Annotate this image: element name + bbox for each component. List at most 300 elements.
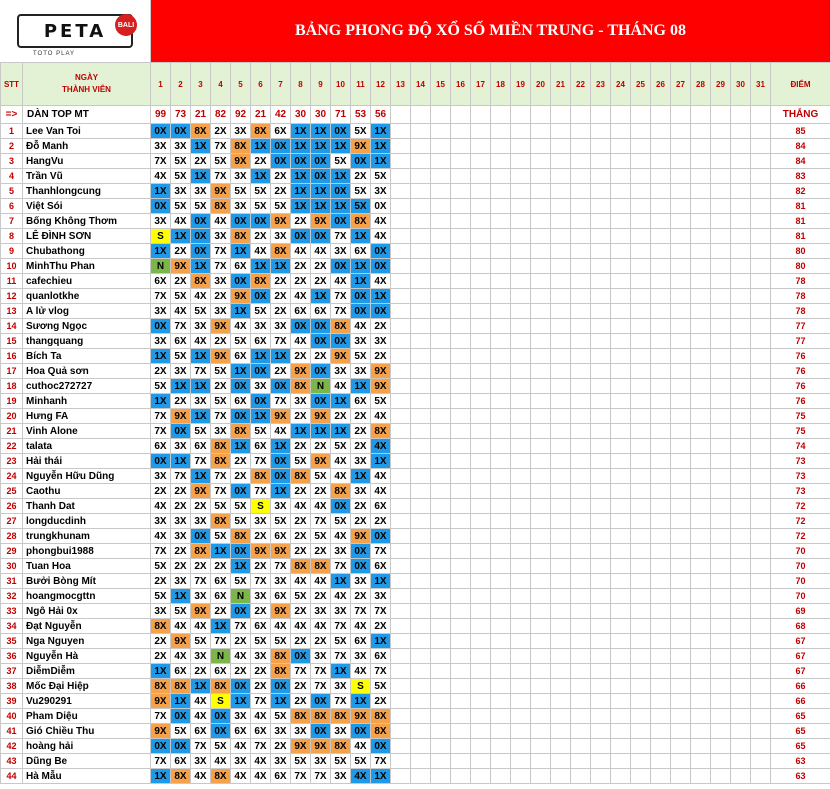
day-cell [511,769,531,784]
day-header-5: 5 [231,63,251,106]
day-cell [451,619,471,634]
table-row [1,289,830,304]
day-cell [731,574,751,589]
day-cell [651,559,671,574]
day-cell [391,709,411,724]
day-cell: 3X [271,574,291,589]
day-cell [651,724,671,739]
day-header-6: 6 [251,63,271,106]
day-cell: 3X [251,319,271,334]
day-cell [671,244,691,259]
day-cell [511,214,531,229]
day-cell: 4X [331,469,351,484]
day-cell: 3X [271,319,291,334]
day-cell: 5X [331,754,351,769]
day-cell [691,679,711,694]
row-stt: 36 [1,649,23,664]
member-name: hoàng hải [23,739,151,754]
day-cell [491,574,511,589]
day-cell [611,484,631,499]
day-cell [391,454,411,469]
day-cell: 7X [331,289,351,304]
day-cell [531,724,551,739]
day-cell: 9X [211,184,231,199]
day-cell: 2X [231,664,251,679]
day-cell [731,394,751,409]
day-cell [591,529,611,544]
table-row [1,694,830,709]
day-cell [411,199,431,214]
day-cell [611,349,631,364]
day-cell [611,454,631,469]
day-cell [511,319,531,334]
day-header-26: 26 [651,63,671,106]
day-cell [431,244,451,259]
day-cell: 6X [251,619,271,634]
day-cell [451,589,471,604]
day-cell: 2X [231,469,251,484]
day-cell [671,304,691,319]
day-cell: 1X [291,169,311,184]
day-cell [591,739,611,754]
day-cell: 1X [311,289,331,304]
day-cell [431,184,451,199]
day-cell: 2X [291,604,311,619]
member-points: 70 [771,574,830,589]
day-cell [451,664,471,679]
day-cell [571,664,591,679]
day-cell: 3X [211,304,231,319]
member-points: 70 [771,589,830,604]
day-cell: 9X [271,214,291,229]
day-cell: 0X [251,364,271,379]
day-cell [711,559,731,574]
day-cell: 9X [271,604,291,619]
day-cell: 7X [191,739,211,754]
day-cell [571,259,591,274]
day-cell [491,469,511,484]
day-cell: 4X [191,334,211,349]
member-points: 65 [771,739,830,754]
day-cell [651,334,671,349]
day-cell [631,169,651,184]
day-cell [711,634,731,649]
day-cell: 6X [151,274,171,289]
day-cell [471,769,491,784]
day-cell [451,274,471,289]
day-cell: 4X [231,649,251,664]
day-cell: 7X [251,574,271,589]
day-cell [511,169,531,184]
member-points: 63 [771,769,830,784]
day-cell [631,199,651,214]
day-cell [571,379,591,394]
day-cell: 0X [331,499,351,514]
day-cell [491,289,511,304]
day-cell: 0X [271,154,291,169]
day-cell [491,229,511,244]
table-row [1,124,830,139]
day-cell [411,409,431,424]
day-cell [651,319,671,334]
day-cell: 0X [171,424,191,439]
day-cell [471,634,491,649]
day-cell [651,259,671,274]
day-cell [731,454,751,469]
day-cell [551,649,571,664]
day-cell: 9X [351,139,371,154]
day-cell [531,184,551,199]
day-cell: 7X [251,454,271,469]
day-cell [751,649,771,664]
day-cell [571,604,591,619]
table-row [1,184,830,199]
day-cell [691,244,711,259]
day-cell [391,304,411,319]
day-cell [611,544,631,559]
day-cell [471,574,491,589]
day-cell [531,694,551,709]
day-cell [411,664,431,679]
day-cell: 9X [371,379,391,394]
day-cell: 1X [351,274,371,289]
day-cell [411,604,431,619]
day-cell: 4X [171,619,191,634]
row-stt: 27 [1,514,23,529]
day-cell [511,724,531,739]
day-cell [511,529,531,544]
day-cell [731,424,751,439]
day-cell [451,124,471,139]
day-cell: 7X [331,694,351,709]
day-cell [651,154,671,169]
day-cell: 6X [191,439,211,454]
day-cell [691,199,711,214]
day-cell [451,469,471,484]
day-cell: 5X [271,514,291,529]
day-cell [551,769,571,784]
day-cell: 4X [171,649,191,664]
day-cell: 2X [251,229,271,244]
day-cell [511,184,531,199]
day-cell [651,529,671,544]
day-cell: 7X [231,619,251,634]
top-value-cell [711,106,731,124]
day-cell [411,529,431,544]
day-cell [571,334,591,349]
day-cell: 7X [211,634,231,649]
day-cell [471,754,491,769]
day-cell [411,679,431,694]
day-cell [711,154,731,169]
day-cell: 3X [371,589,391,604]
member-points: 74 [771,439,830,454]
day-cell: 5X [331,514,351,529]
top-value-cell: 73 [171,106,191,124]
day-cell: 4X [231,769,251,784]
day-cell: 2X [251,154,271,169]
day-cell: 2X [291,484,311,499]
day-cell [551,124,571,139]
day-cell: 9X [311,214,331,229]
member-points: 72 [771,514,830,529]
day-cell [411,469,431,484]
day-cell [731,274,751,289]
member-name: Bưởi Bòng Mít [23,574,151,589]
day-cell: 8X [311,709,331,724]
day-cell: 6X [351,394,371,409]
day-cell [591,124,611,139]
day-cell [531,754,551,769]
day-cell [471,349,491,364]
day-cell [731,484,751,499]
day-header-17: 17 [471,63,491,106]
day-cell: 5X [191,634,211,649]
day-cell: 6X [371,499,391,514]
member-name: Nguyễn Hà [23,649,151,664]
day-cell [571,709,591,724]
points-header: ĐIỂM [771,63,830,106]
standings-table [0,62,830,784]
day-cell [691,709,711,724]
day-cell [531,139,551,154]
day-cell [531,304,551,319]
day-cell [491,409,511,424]
day-cell: 1X [351,259,371,274]
header-row [1,63,830,106]
day-cell: 8X [211,439,231,454]
day-cell [511,274,531,289]
day-cell [571,679,591,694]
day-cell: 4X [171,304,191,319]
day-header-4: 4 [211,63,231,106]
day-cell [511,634,531,649]
day-cell: 3X [191,319,211,334]
day-cell [631,679,651,694]
day-cell: 2X [251,679,271,694]
day-cell: 2X [291,274,311,289]
day-cell [431,739,451,754]
table-row [1,169,830,184]
day-cell: 9X [371,364,391,379]
day-cell [591,139,611,154]
day-cell [391,634,411,649]
day-cell [531,214,551,229]
day-cell [531,124,551,139]
day-cell: 1X [251,259,271,274]
day-cell [411,439,431,454]
day-cell [571,559,591,574]
day-cell: 2X [271,739,291,754]
day-cell: 4X [191,289,211,304]
day-cell [551,739,571,754]
day-cell [511,334,531,349]
day-cell [691,769,711,784]
day-cell: 3X [191,184,211,199]
day-cell [751,154,771,169]
day-cell [711,619,731,634]
day-cell [471,724,491,739]
member-name: cuthoc272727 [23,379,151,394]
day-cell [391,604,411,619]
top-value-cell [571,106,591,124]
day-cell [531,679,551,694]
member-points: 72 [771,499,830,514]
day-cell [591,589,611,604]
day-cell [431,664,451,679]
day-cell: 3X [231,169,251,184]
top-row-status: THẮNG [771,106,830,124]
day-cell: 3X [351,454,371,469]
day-cell [711,184,731,199]
day-cell: 0X [371,244,391,259]
day-cell: 1X [331,574,351,589]
row-stt: 34 [1,619,23,634]
day-cell [651,634,671,649]
day-cell: 6X [271,769,291,784]
row-stt: 6 [1,199,23,214]
day-cell [411,514,431,529]
day-cell: 4X [371,469,391,484]
day-cell [391,559,411,574]
member-header [23,63,151,106]
day-cell [631,724,651,739]
member-points: 76 [771,379,830,394]
day-cell: 2X [351,439,371,454]
day-cell [591,304,611,319]
day-cell [631,154,651,169]
day-cell: 3X [291,394,311,409]
day-cell [551,604,571,619]
day-cell: 1X [251,409,271,424]
day-cell [751,634,771,649]
day-cell: 4X [311,574,331,589]
day-cell [391,664,411,679]
day-cell [631,289,651,304]
day-cell: 3X [331,544,351,559]
member-name: Caothu [23,484,151,499]
day-cell [511,679,531,694]
day-cell [751,319,771,334]
day-cell [511,604,531,619]
day-cell [591,754,611,769]
day-cell: 2X [371,514,391,529]
day-cell [571,169,591,184]
day-cell: 7X [171,319,191,334]
day-cell: 7X [271,394,291,409]
day-cell [531,529,551,544]
day-cell [671,574,691,589]
day-cell [571,724,591,739]
logo-badge: BALI [115,14,137,36]
day-cell: 1X [231,439,251,454]
day-cell [611,184,631,199]
day-cell [651,214,671,229]
day-cell: 1X [371,124,391,139]
day-cell [411,184,431,199]
day-cell: 5X [251,304,271,319]
day-cell [531,394,551,409]
day-cell [631,364,651,379]
table-row [1,199,830,214]
day-cell: 7X [211,169,231,184]
day-cell: 5X [171,724,191,739]
day-cell: 4X [151,529,171,544]
day-cell [731,379,751,394]
day-cell [531,364,551,379]
day-cell [531,559,551,574]
day-cell: 2X [271,274,291,289]
member-name: Hoa Quả sơn [23,364,151,379]
day-cell [571,349,591,364]
day-cell: 5X [211,499,231,514]
day-cell: 7X [151,289,171,304]
day-cell [531,229,551,244]
top-row-marker: => [1,106,23,124]
day-cell [491,319,511,334]
day-cell [691,739,711,754]
day-cell [451,319,471,334]
day-cell [711,244,731,259]
day-cell [611,364,631,379]
day-cell [571,574,591,589]
day-cell: 3X [171,139,191,154]
day-cell [671,604,691,619]
day-cell: 6X [371,649,391,664]
day-cell [491,454,511,469]
day-cell [691,289,711,304]
day-cell [451,334,471,349]
day-cell [731,724,751,739]
member-name: Hưng FA [23,409,151,424]
day-cell: 1X [251,349,271,364]
member-points: 76 [771,349,830,364]
day-header-30: 30 [731,63,751,106]
day-cell [651,484,671,499]
day-cell [651,274,671,289]
day-cell: 2X [331,409,351,424]
day-cell: 3X [331,364,351,379]
day-cell: 4X [331,379,351,394]
day-cell [631,769,651,784]
day-cell [571,274,591,289]
row-stt: 23 [1,454,23,469]
table-row [1,274,830,289]
day-cell: 3X [211,424,231,439]
day-cell: 6X [171,664,191,679]
day-cell: 2X [371,349,391,364]
day-cell [511,514,531,529]
day-cell: 1X [351,469,371,484]
day-cell [651,739,671,754]
day-cell [611,724,631,739]
day-cell [691,634,711,649]
day-cell [471,514,491,529]
day-cell [671,214,691,229]
day-cell: 7X [191,364,211,379]
day-cell: 3X [231,124,251,139]
day-cell [651,694,671,709]
day-cell: 0X [231,604,251,619]
day-cell [451,649,471,664]
day-cell [691,574,711,589]
day-cell: 5X [271,634,291,649]
day-cell: 8X [331,484,351,499]
day-cell: 9X [171,259,191,274]
day-cell [451,304,471,319]
day-cell: 2X [311,634,331,649]
day-cell: 1X [231,694,251,709]
